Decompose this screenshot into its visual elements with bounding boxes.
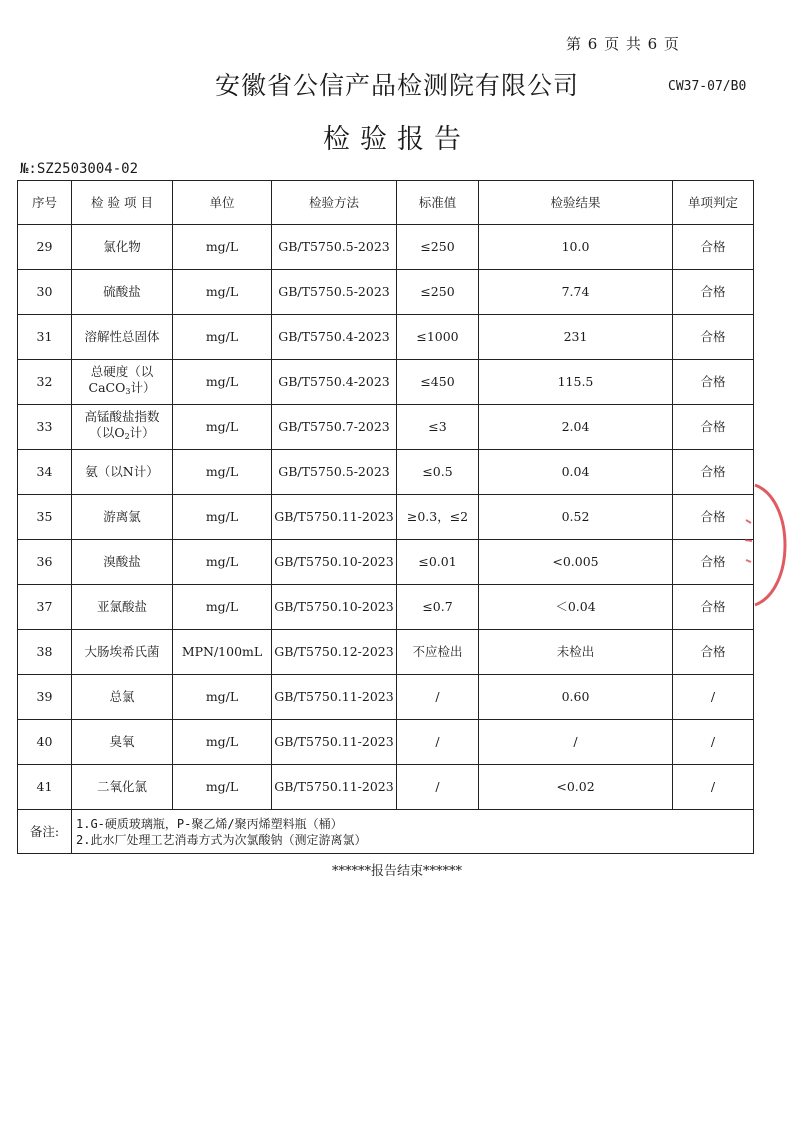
item-line-2-pre: CaCO [88, 380, 126, 395]
cell-item: 硫酸盐 [72, 270, 173, 315]
cell-no: 37 [18, 585, 72, 630]
cell-method: GB/T5750.5-2023 [272, 225, 397, 270]
cell-item: 总氯 [72, 675, 173, 720]
item-line-2-sub: 2 [124, 432, 130, 441]
form-code: CW37-07/B0 [668, 79, 747, 94]
table-row [18, 270, 754, 315]
report-end-mark: ******报告结束****** [331, 864, 462, 879]
cell-standard: ≤450 [397, 360, 479, 405]
table-row [18, 540, 754, 585]
cell-no: 35 [18, 495, 72, 540]
cell-unit: mg/L [173, 720, 272, 765]
cell-no: 41 [18, 765, 72, 810]
remark-line-1: 1.G-硬质玻璃瓶，P-聚乙烯/聚丙烯塑料瓶（桶） [76, 816, 343, 831]
table-row [18, 360, 754, 405]
item-line-2-post: 计） [130, 380, 156, 395]
cell-result: 0.52 [479, 495, 673, 540]
cell-item: 溶解性总固体 [72, 315, 173, 360]
cell-no: 32 [18, 360, 72, 405]
col-header-judgement: 单项判定 [673, 181, 754, 225]
cell-unit: mg/L [173, 585, 272, 630]
cell-item: 大肠埃希氏菌 [72, 630, 173, 675]
cell-unit: mg/L [173, 315, 272, 360]
table-row [18, 495, 754, 540]
col-header-result: 检验结果 [479, 181, 673, 225]
cell-no: 36 [18, 540, 72, 585]
cell-judgement: 合格 [673, 360, 754, 405]
cell-item [72, 405, 173, 450]
cell-result: / [479, 720, 673, 765]
cell-method: GB/T5750.11-2023 [272, 765, 397, 810]
page-number: 第 6 页 共 6 页 [566, 35, 680, 53]
cell-standard: ≤0.01 [397, 540, 479, 585]
cell-no: 30 [18, 270, 72, 315]
remarks-text [72, 810, 754, 854]
cell-result: 115.5 [479, 360, 673, 405]
cell-unit: MPN/100mL [173, 630, 272, 675]
cell-item: 臭氧 [72, 720, 173, 765]
cell-standard: 不应检出 [397, 630, 479, 675]
cell-standard: ≤1000 [397, 315, 479, 360]
cell-item: 游离氯 [72, 495, 173, 540]
cell-unit: mg/L [173, 540, 272, 585]
report-number: №:SZ2503004-02 [20, 161, 139, 177]
cell-judgement: 合格 [673, 225, 754, 270]
cell-judgement: / [673, 765, 754, 810]
cell-method: GB/T5750.11-2023 [272, 720, 397, 765]
cell-result: 10.0 [479, 225, 673, 270]
table-row [18, 720, 754, 765]
report-title: 检验报告 [323, 124, 471, 155]
table-row [18, 765, 754, 810]
cell-item: 二氧化氯 [72, 765, 173, 810]
table-row [18, 585, 754, 630]
cell-no: 38 [18, 630, 72, 675]
item-line-2-pre: （以O [89, 425, 125, 440]
company-name: 安徽省公信产品检测院有限公司 [214, 71, 579, 100]
cell-judgement: 合格 [673, 315, 754, 360]
col-header-standard: 标准值 [397, 181, 479, 225]
remarks-row [18, 810, 754, 854]
cell-method: GB/T5750.12-2023 [272, 630, 397, 675]
cell-unit: mg/L [173, 675, 272, 720]
cell-judgement: 合格 [673, 405, 754, 450]
cell-unit: mg/L [173, 360, 272, 405]
table-row [18, 225, 754, 270]
cell-judgement: 合格 [673, 450, 754, 495]
cell-unit: mg/L [173, 405, 272, 450]
cell-judgement: / [673, 720, 754, 765]
col-header-item: 检 验 项 目 [72, 181, 173, 225]
item-line-2-post: 计） [129, 425, 155, 440]
cell-method: GB/T5750.4-2023 [272, 315, 397, 360]
table-header-row [18, 181, 754, 225]
cell-standard: ≤0.7 [397, 585, 479, 630]
cell-unit: mg/L [173, 495, 272, 540]
cell-standard: ≤250 [397, 225, 479, 270]
cell-standard: ≤3 [397, 405, 479, 450]
cell-item [72, 360, 173, 405]
cell-result: 2.04 [479, 405, 673, 450]
col-header-method: 检验方法 [272, 181, 397, 225]
cell-standard: ≤250 [397, 270, 479, 315]
remarks-label: 备注: [18, 810, 72, 854]
col-header-unit: 单位 [173, 181, 272, 225]
cell-no: 34 [18, 450, 72, 495]
cell-method: GB/T5750.5-2023 [272, 450, 397, 495]
cell-standard: / [397, 765, 479, 810]
cell-method: GB/T5750.11-2023 [272, 495, 397, 540]
table-row [18, 675, 754, 720]
cell-judgement: / [673, 675, 754, 720]
item-line-1: 总硬度（以 [90, 364, 154, 379]
cell-item: 溴酸盐 [72, 540, 173, 585]
cell-method: GB/T5750.10-2023 [272, 540, 397, 585]
table-row [18, 315, 754, 360]
cell-result: 未检出 [479, 630, 673, 675]
cell-unit: mg/L [173, 270, 272, 315]
cell-result: ＜0.04 [479, 585, 673, 630]
results-table [17, 180, 754, 854]
cell-no: 29 [18, 225, 72, 270]
cell-judgement: 合格 [673, 540, 754, 585]
cell-unit: mg/L [173, 225, 272, 270]
cell-result: 7.74 [479, 270, 673, 315]
cell-judgement: 合格 [673, 585, 754, 630]
cell-standard: / [397, 720, 479, 765]
table-row [18, 405, 754, 450]
cell-method: GB/T5750.4-2023 [272, 360, 397, 405]
cell-item: 亚氯酸盐 [72, 585, 173, 630]
cell-judgement: 合格 [673, 630, 754, 675]
cell-method: GB/T5750.5-2023 [272, 270, 397, 315]
cell-result: 231 [479, 315, 673, 360]
cell-result: <0.02 [479, 765, 673, 810]
cell-no: 31 [18, 315, 72, 360]
table-row [18, 630, 754, 675]
cell-method: GB/T5750.7-2023 [272, 405, 397, 450]
cell-result: 0.04 [479, 450, 673, 495]
cell-standard: / [397, 675, 479, 720]
cell-no: 40 [18, 720, 72, 765]
cell-method: GB/T5750.11-2023 [272, 675, 397, 720]
cell-item: 氯化物 [72, 225, 173, 270]
cell-no: 39 [18, 675, 72, 720]
cell-judgement: 合格 [673, 495, 754, 540]
item-line-2-sub: 3 [125, 387, 131, 396]
cell-unit: mg/L [173, 765, 272, 810]
cell-unit: mg/L [173, 450, 272, 495]
item-line-1: 高锰酸盐指数 [84, 409, 160, 424]
table-row [18, 450, 754, 495]
cell-method: GB/T5750.10-2023 [272, 585, 397, 630]
cell-result: <0.005 [479, 540, 673, 585]
cell-standard: ≤0.5 [397, 450, 479, 495]
col-header-no: 序号 [18, 181, 72, 225]
cell-standard: ≥0.3，≤2 [397, 495, 479, 540]
cell-judgement: 合格 [673, 270, 754, 315]
seal-stamp-icon [735, 480, 794, 610]
cell-item: 氨（以N计） [72, 450, 173, 495]
remark-line-2: 2.此水厂处理工艺消毒方式为次氯酸钠（测定游离氯） [76, 832, 367, 847]
cell-result: 0.60 [479, 675, 673, 720]
cell-no: 33 [18, 405, 72, 450]
